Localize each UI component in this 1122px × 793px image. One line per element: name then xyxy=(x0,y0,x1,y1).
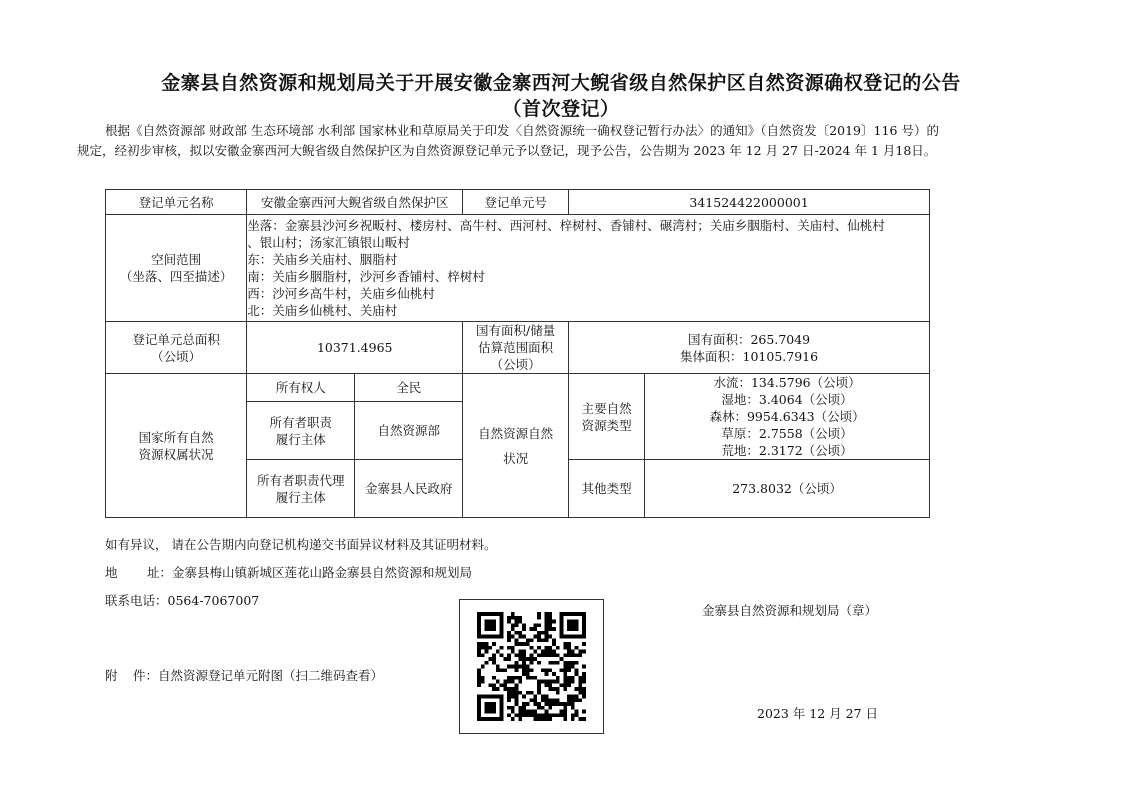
proxy-subject-value: 金寨县人民政府 xyxy=(355,460,463,518)
location-line-cont: 、银山村；汤家汇镇银山畈村 xyxy=(247,235,410,250)
intro-text: 根据《自然资源部 财政部 生态环境部 水利部 国家林业和草原局关于印发〈自然资源统一确权登记暂行办法〉的通知》（自然资发〔2019〕116 号）的规定，经初步审核，拟以安徽金寨西河大鲵省级自然保护区为自然资源登记单元予以登记，现予公告，公告期为 2023 年 12 月 27 日-2024 年 1 月18日。 xyxy=(77,123,939,158)
unit-name-value: 安徽金寨西河大鲵省级自然保护区 xyxy=(247,190,463,215)
address-line xyxy=(105,563,472,581)
total-area-label xyxy=(106,322,247,374)
duty-subject-label xyxy=(247,402,355,460)
address-label-a: 地 xyxy=(105,565,118,580)
total-area-value: 10371.4965 xyxy=(247,322,463,374)
ownership-status-label-line2: 资源权属状况 xyxy=(138,446,214,462)
address-label-b: 址： xyxy=(147,565,173,580)
space-range-label-line2: （坐落、四至描述） xyxy=(119,269,233,284)
qr-code-graphic xyxy=(477,612,586,721)
collective-area-value: 集体面积：10105.7916 xyxy=(680,348,819,364)
space-range-label-line1: 空间范围 xyxy=(151,252,202,267)
state-area-value: 国有面积：265.7049 xyxy=(687,331,811,347)
objection-note: 如有异议， 请在公告期内向登记机构递交书面异议材料及其证明材料。 xyxy=(105,537,497,552)
state-collective-area xyxy=(569,322,930,374)
proxy-subject-label xyxy=(247,460,355,518)
qr-code-icon[interactable] xyxy=(459,599,604,734)
notice-subtitle: （首次登记） xyxy=(502,98,620,120)
phone-line xyxy=(105,591,259,609)
main-types-label-line1: 主要自然 xyxy=(581,400,632,416)
unit-no-label: 登记单元号 xyxy=(463,190,569,215)
main-type-water: 水流：134.5796（公顷） xyxy=(713,375,861,390)
phone-value: 0564-7067007 xyxy=(167,593,260,608)
state-area-label-line2: 估算范围面积 xyxy=(478,340,554,355)
state-area-label-line3: （公顷） xyxy=(490,357,541,372)
natural-status-label xyxy=(463,374,569,518)
registration-table xyxy=(105,189,930,518)
east-boundary: 东：关庙乡关庙村、胭脂村 xyxy=(247,252,398,267)
notice-title: 金寨县自然资源和规划局关于开展安徽金寨西河大鲵省级自然保护区自然资源确权登记的公告 xyxy=(161,72,961,94)
duty-subject-label-line1: 所有者职责 xyxy=(269,414,332,430)
attachment-value: 自然资源登记单元附图（扫二维码查看） xyxy=(158,668,384,683)
unit-no-value: 341524422000001 xyxy=(569,190,930,215)
attachment-label-a: 附 xyxy=(105,668,118,683)
owner-value: 全民 xyxy=(355,374,463,402)
other-types-value: 273.8032（公顷） xyxy=(645,460,930,518)
duty-subject-value: 自然资源部 xyxy=(355,402,463,460)
ownership-status-label xyxy=(106,374,247,518)
main-type-wetland: 湿地：3.4064（公顷） xyxy=(721,392,853,407)
owner-label: 所有权人 xyxy=(247,374,355,402)
proxy-subject-label-line1: 所有者职责代理 xyxy=(256,472,345,488)
other-types-label: 其他类型 xyxy=(569,460,645,518)
west-boundary: 西：沙河乡高牛村，关庙乡仙桃村 xyxy=(247,286,435,301)
main-types-label-line2: 资源类型 xyxy=(581,417,632,433)
unit-name-label: 登记单元名称 xyxy=(106,190,247,215)
issuer-seal: 金寨县自然资源和规划局（章） xyxy=(702,603,878,618)
main-type-forest: 森林：9954.6343（公顷） xyxy=(709,409,865,424)
location-line: 坐落：金寨县沙河乡祝畈村、楼房村、高牛村、西河村、梓树村、香铺村、碾湾村；关庙乡胭脂村、关庙村、仙桃村 xyxy=(247,218,885,233)
proxy-subject-label-line2: 履行主体 xyxy=(275,489,326,505)
address-value: 金寨县梅山镇新城区莲花山路金寨县自然资源和规划局 xyxy=(172,565,473,580)
attachment-line xyxy=(105,666,383,684)
main-type-grassland: 草原：2.7558（公顷） xyxy=(721,426,853,441)
attachment-label-b: 件： xyxy=(133,668,159,683)
natural-status-label-line2: 状况 xyxy=(503,450,529,466)
total-area-label-line1: 登记单元总面积 xyxy=(132,331,220,347)
main-types-label xyxy=(569,374,645,460)
total-area-label-line2: （公顷） xyxy=(151,348,202,364)
phone-label: 联系电话： xyxy=(105,593,168,608)
issue-date: 2023 年 12 月 27 日 xyxy=(757,706,878,721)
natural-status-label-line1: 自然资源自然 xyxy=(478,425,554,441)
main-type-wasteland: 荒地：2.3172（公顷） xyxy=(721,443,853,458)
space-range-label xyxy=(106,215,247,322)
state-area-label xyxy=(463,322,569,374)
state-area-label-line1: 国有面积/储量 xyxy=(476,323,556,338)
ownership-status-label-line1: 国家所有自然 xyxy=(138,429,214,445)
main-types-values xyxy=(645,374,930,460)
duty-subject-label-line2: 履行主体 xyxy=(275,431,326,447)
north-boundary: 北：关庙乡仙桃村、关庙村 xyxy=(247,303,398,318)
intro-paragraph xyxy=(77,121,939,161)
space-range-description xyxy=(247,215,930,322)
south-boundary: 南：关庙乡胭脂村，沙河乡香铺村、梓树村 xyxy=(247,269,485,284)
